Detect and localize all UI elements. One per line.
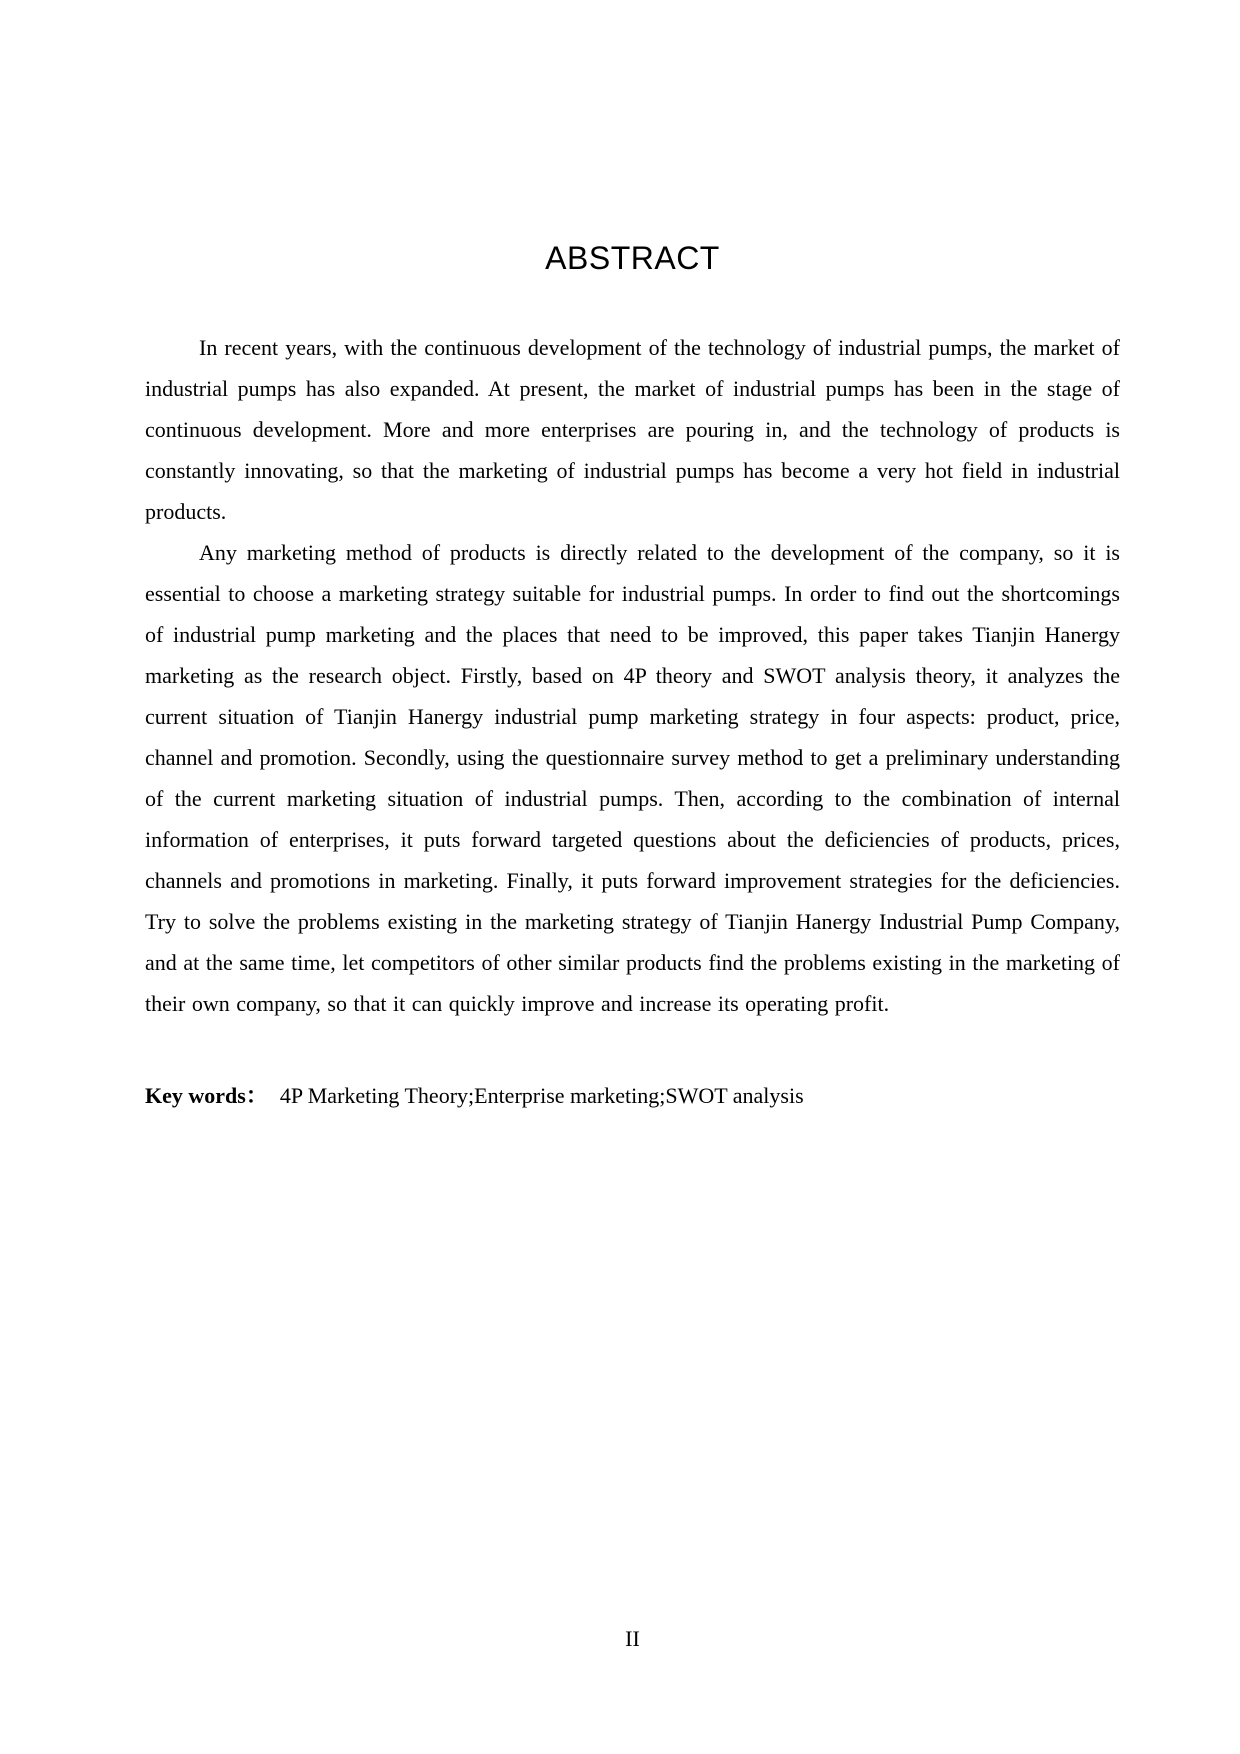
abstract-paragraph-2: Any marketing method of products is directly related to the development of the company, so it is essential to choose a marketing strategy suitable for industrial pumps. In order to find out the shortcomings of industrial pump marketing and the places that need to be improved, this paper takes Tianjin Hanergy marketing as the research object. Firstly, based on 4P theory and SWOT analysis theory, it analyzes the current situation of Tianjin Hanergy industrial pump marketing strategy in four aspects: product, price, channel and promotion. Secondly, using the questionnaire survey method to get a preliminary understanding of the current marketing situation of industrial pumps. Then, according to the combination of internal information of enterprises, it puts forward targeted questions about the deficiencies of products, prices, channels and promotions in marketing. Finally, it puts forward improvement strategies for the deficiencies. Try to solve the problems existing in the marketing strategy of Tianjin Hanergy Industrial Pump Company, and at the same time, let competitors of other similar products find the problems existing in the marketing of their own company, so that it can quickly improve and increase its operating profit. [145,540,1120,1016]
abstract-paragraph-1: In recent years, with the continuous development of the technology of industrial pumps, the market of industrial pumps has also expanded. At present, the market of industrial pumps has been in the stage of continuous development. More and more enterprises are pouring in, and the technology of products is constantly innovating, so that the marketing of industrial pumps has become a very hot field in industrial products. [145,335,1120,524]
abstract-body [145,327,1120,1116]
page-number: II [625,1626,640,1651]
keywords-label: Key words： [145,1083,268,1108]
page-title: ABSTRACT [545,240,720,276]
keywords-line [145,1075,1120,1116]
keywords-text: 4P Marketing Theory;Enterprise marketing;SWOT analysis [279,1083,804,1108]
